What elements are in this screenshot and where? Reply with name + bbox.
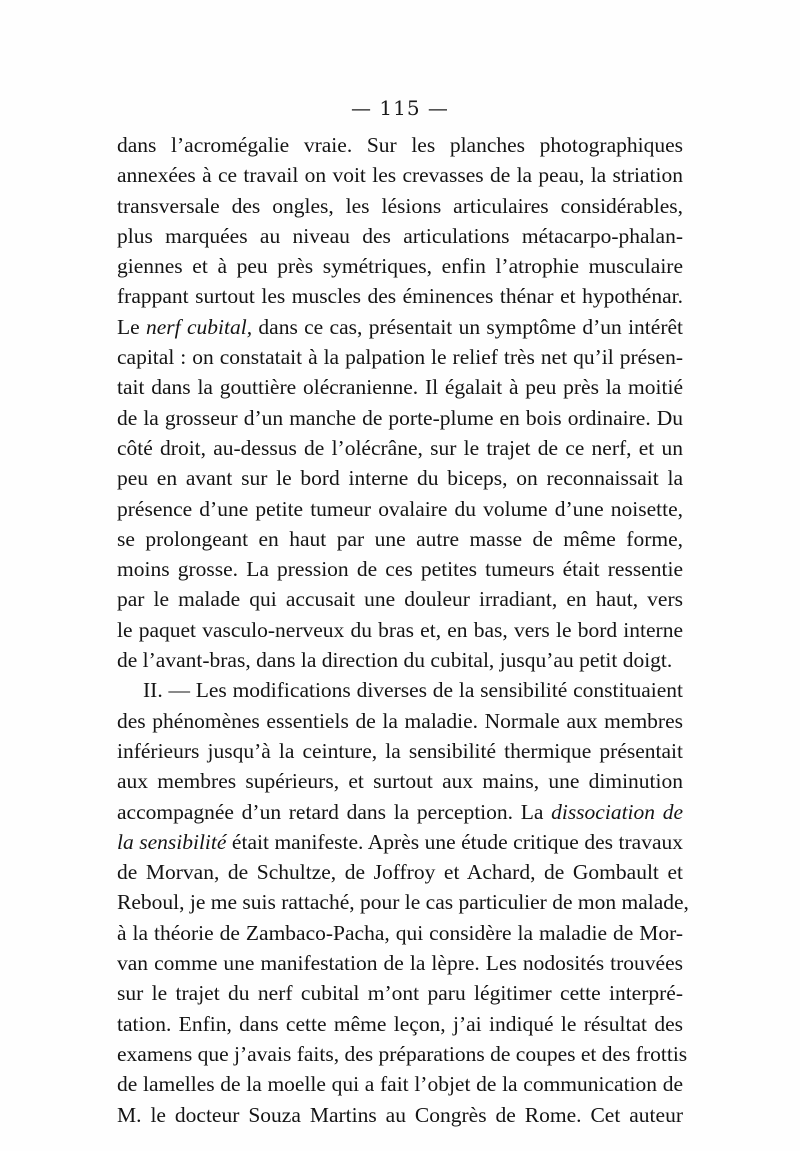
text-segment: de l’avant-bras, dans la direction du cubital, jusqu’au petit doigt. (117, 648, 673, 673)
italic-text: la sensibilité (117, 829, 227, 854)
text-segment: le paquet vasculo-nerveux du bras et, en bas, vers le bord interne (117, 617, 683, 642)
text-line (117, 887, 689, 917)
text-segment: capital : on constatait à la palpation le relief très net qu’il présen- (117, 345, 683, 370)
text-line (117, 524, 683, 554)
italic-text: dissociation de (551, 799, 683, 824)
text-segment: giennes et à peu près symétriques, enfin l’atrophie musculaire (117, 254, 683, 279)
text-line (117, 857, 683, 887)
text-line (117, 948, 683, 978)
text-line (117, 1039, 688, 1069)
text-segment: dans ce cas, présentait un symptôme d’un intérêt (252, 314, 683, 339)
text-line (117, 342, 683, 372)
text-line (117, 554, 683, 584)
text-line (117, 130, 683, 160)
text-line (117, 797, 683, 827)
page-number: — 115 — (351, 96, 449, 120)
body-text (117, 130, 689, 1130)
text-segment: sur le trajet du nerf cubital m’ont paru légitimer cette interpré- (117, 981, 683, 1006)
text-line (117, 251, 683, 281)
text-segment: à la théorie de Zambaco-Pacha, qui considère la maladie de Mor- (117, 920, 683, 945)
italic-text: nerf cubital, (146, 314, 253, 339)
text-line (117, 978, 683, 1008)
text-line (117, 463, 683, 493)
text-segment: tait dans la gouttière olécranienne. Il égalait à peu près la moitié (117, 375, 683, 400)
text-line (117, 918, 683, 948)
text-segment: plus marquées au niveau des articulations métacarpo-phalan- (117, 223, 683, 248)
text-line (117, 827, 683, 857)
text-segment: aux membres supérieurs, et surtout aux mains, une diminution (117, 769, 683, 794)
text-segment: annexées à ce travail on voit les crevasses de la peau, la striation (117, 163, 683, 188)
text-segment: peu en avant sur le bord interne du biceps, on reconnaissait la (117, 466, 683, 491)
text-line (117, 706, 683, 736)
text-segment: était manifeste. Après une étude critique des travaux (226, 829, 683, 854)
text-line (117, 1069, 683, 1099)
text-line (117, 403, 683, 433)
text-line (117, 221, 683, 251)
text-segment: présence d’une petite tumeur ovalaire du volume d’une noisette, (117, 496, 683, 521)
text-segment: van comme une manifestation de la lèpre. Les nodosités trouvées (117, 951, 683, 976)
text-segment: examens que j’avais faits, des préparations de coupes et des frottis (117, 1041, 688, 1066)
text-segment: moins grosse. La pression de ces petites tumeurs était ressentie (117, 557, 683, 582)
text-line (117, 766, 683, 796)
text-segment: inférieurs jusqu’à la ceinture, la sensibilité thermique présentait (117, 738, 683, 763)
text-line (117, 1100, 683, 1130)
text-line (117, 615, 683, 645)
text-line (117, 494, 683, 524)
text-line (117, 736, 683, 766)
text-segment: de lamelles de la moelle qui a fait l’objet de la communication de (117, 1072, 683, 1097)
text-line (117, 584, 683, 614)
text-line (117, 433, 683, 463)
text-segment: Reboul, je me suis rattaché, pour le cas particulier de mon malade, (117, 890, 689, 915)
text-segment: côté droit, au-dessus de l’olécrâne, sur le trajet de ce nerf, et un (117, 435, 683, 460)
text-line (117, 1009, 683, 1039)
text-segment: se prolongeant en haut par une autre masse de même forme, (117, 526, 683, 551)
text-line (117, 645, 683, 675)
text-segment: M. le docteur Souza Martins au Congrès de Rome. Cet auteur (117, 1102, 683, 1127)
text-segment: de Morvan, de Schultze, de Joffroy et Achard, de Gombault et (117, 860, 683, 885)
text-segment: II. — Les modifications diverses de la sensibilité constituaient (143, 678, 683, 703)
text-segment: dans l’acromégalie vraie. Sur les planches photographiques (117, 133, 683, 157)
text-line (117, 281, 683, 311)
text-segment: frappant surtout les muscles des éminences thénar et hypothénar. (117, 284, 683, 309)
text-segment: accompagnée d’un retard dans la perception. La (117, 799, 552, 824)
text-segment: Le (117, 314, 147, 339)
text-line (117, 160, 683, 190)
text-line (117, 312, 683, 342)
text-line (117, 675, 683, 705)
text-line (117, 191, 683, 221)
text-segment: de la grosseur d’un manche de porte-plume en bois ordinaire. Du (117, 405, 683, 430)
text-segment: tation. Enfin, dans cette même leçon, j’ai indiqué le résultat des (117, 1011, 683, 1036)
text-segment: par le malade qui accusait une douleur irradiant, en haut, vers (117, 587, 683, 612)
text-segment: des phénomènes essentiels de la maladie. Normale aux membres (117, 708, 683, 733)
text-segment: transversale des ongles, les lésions articulaires considérables, (117, 193, 683, 218)
text-line (117, 372, 683, 402)
